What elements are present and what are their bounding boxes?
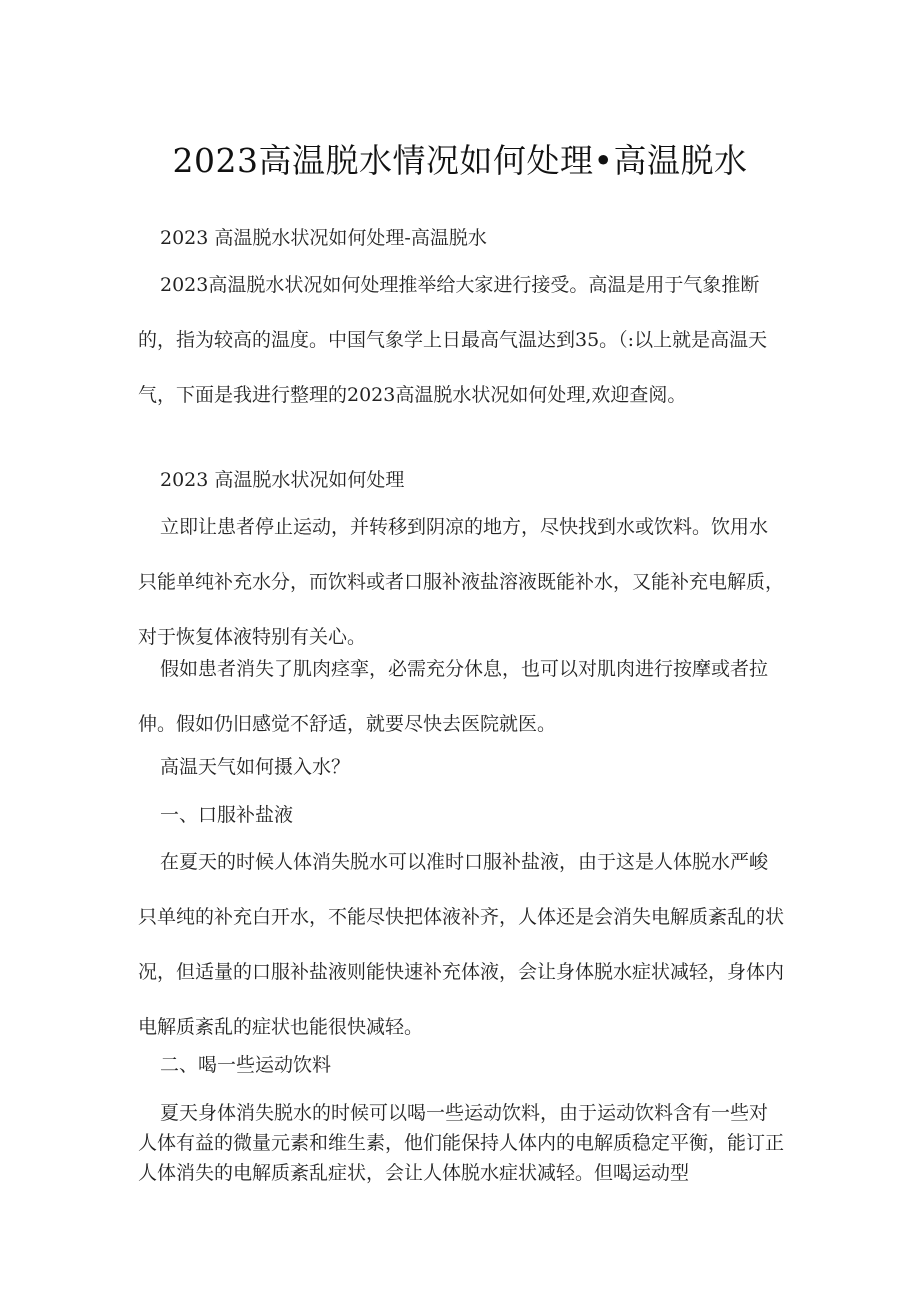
- document-title: 2023高温脱水情况如何处理•高温脱水: [172, 141, 748, 180]
- item-1-heading: 一、口服补盐液: [160, 804, 294, 826]
- item-2-paragraph: 夏天身体消失脱水的时候可以喝一些运动饮料，由于运动饮料含有一些对人体有益的微量元素和维生素，他们能保持人体内的电解质稳定平衡，能订正人体消失的电解质紊乱症状，会让人体脱水症状减轻。但喝运动型: [138, 1102, 785, 1184]
- section-heading: 2023 高温脱水状况如何处理: [160, 469, 405, 491]
- item-2-heading: 二、喝一些运动饮料: [160, 1054, 332, 1076]
- item-1-paragraph: 在夏天的时候人体消失脱水可以准时口服补盐液，由于这是人体脱水严峻只单纯的补充白开水，不能尽快把体液补齐，人体还是会消失电解质紊乱的状况，但适量的口服补盐液则能快速补充体液，会让身体脱水症状减轻，身体内电解质紊乱的症状也能很快减轻。: [138, 851, 785, 1038]
- paragraph-stop-exercise: 立即让患者停止运动，并转移到阴凉的地方，尽快找到水或饮料。饮用水只能单纯补充水分，而饮料或者口服补液盐溶液既能补水，又能补充电解质，对于恢复体液特别有关心。: [138, 516, 785, 648]
- question-heading: 高温天气如何摄入水？: [160, 756, 351, 778]
- paragraph-muscle-cramp: 假如患者消失了肌肉痉挛，必需充分休息，也可以对肌肉进行按摩或者拉伸。假如仍旧感觉不舒适，就要尽快去医院就医。: [138, 658, 769, 735]
- intro-paragraph: 2023高温脱水状况如何处理推举给大家进行接受。高温是用于气象推断的，指为较高的温度。中国气象学上日最高气温达到35。（:以上就是高温天气，下面是我进行整理的2023高温脱水状况如何处理,欢迎查阅。: [138, 274, 768, 406]
- subtitle: 2023 高温脱水状况如何处理-高温脱水: [160, 227, 487, 249]
